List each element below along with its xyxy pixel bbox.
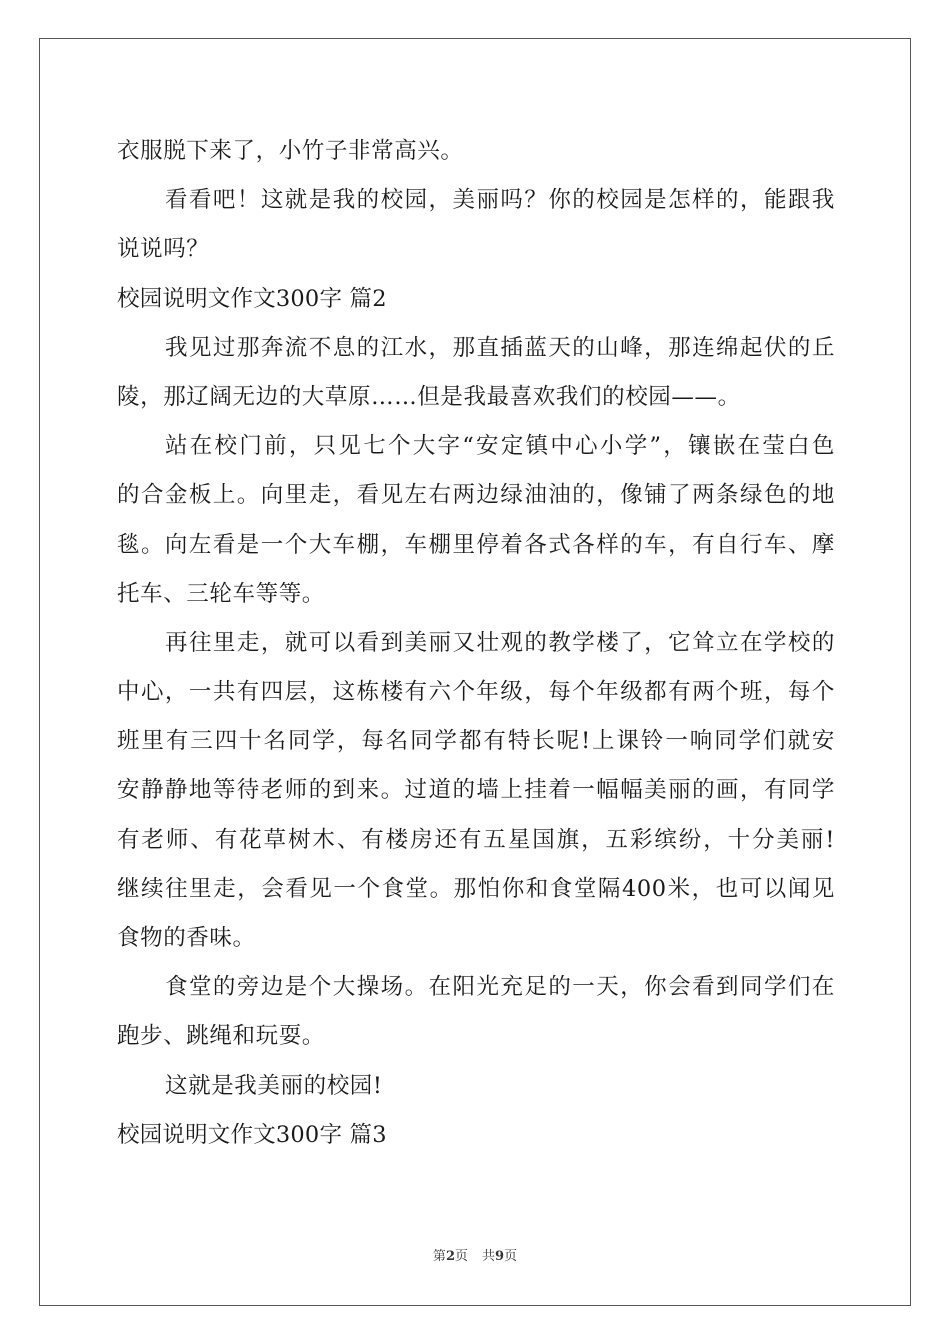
paragraph-line: 毯。向左看是一个大车棚，车棚里停着各式各样的车，有自行车、摩 bbox=[117, 531, 835, 558]
paragraph-line: 再往里走，就可以看到美丽又壮观的教学楼了，它耸立在学校的 bbox=[165, 629, 835, 656]
paragraph-line: 这就是我美丽的校园! bbox=[165, 1072, 383, 1099]
paragraph-line: 陵，那辽阔无边的大草原……但是我最喜欢我们的校园——。 bbox=[117, 383, 741, 410]
paragraph-line: 托车、三轮车等等。 bbox=[117, 580, 325, 607]
paragraph-line: 食物的香味。 bbox=[117, 925, 256, 951]
page-suffix: 页 bbox=[454, 1249, 468, 1264]
section-heading: 校园说明文作文300字 篇2 bbox=[117, 285, 387, 312]
paragraph-line: 安静静地等待老师的到来。过道的墙上挂着一幅幅美丽的画，有同学 bbox=[117, 777, 835, 804]
page-footer bbox=[0, 1245, 950, 1264]
paragraph-line: 跑步、跳绳和玩耍。 bbox=[117, 1023, 325, 1050]
paragraph-line: 继续往里走，会看见一个食堂。那怕你和食堂隔400米，也可以闻见 bbox=[117, 875, 835, 902]
paragraph-line: 站在校门前，只见七个大字“安定镇中心小学”，镶嵌在莹白色 bbox=[165, 433, 835, 460]
paragraph-line: 我见过那奔流不息的江水，那直插蓝天的山峰，那连绵起伏的丘 bbox=[165, 334, 835, 361]
paragraph-line: 看看吧！这就是我的校园，美丽吗？你的校园是怎样的，能跟我 bbox=[165, 187, 835, 214]
total-page-count: 9 bbox=[495, 1249, 505, 1264]
paragraph-line: 说说吗？ bbox=[117, 236, 210, 263]
section-heading: 校园说明文作文300字 篇3 bbox=[117, 1121, 387, 1148]
paragraph-line: 的合金板上。向里走，看见左右两边绿油油的，像铺了两条绿色的地 bbox=[117, 482, 835, 509]
total-suffix: 页 bbox=[504, 1249, 518, 1264]
paragraph-line: 有老师、有花草树木、有楼房还有五星国旗，五彩缤纷，十分美丽! bbox=[117, 826, 835, 853]
document-body bbox=[117, 127, 835, 1160]
paragraph-line: 衣服脱下来了，小竹子非常高兴。 bbox=[117, 138, 464, 164]
paragraph-line: 中心，一共有四层，这栋楼有六个年级，每个年级都有两个班，每个 bbox=[117, 679, 835, 706]
page-prefix: 第 bbox=[432, 1249, 446, 1264]
paragraph-line: 食堂的旁边是个大操场。在阳光充足的一天，你会看到同学们在 bbox=[165, 974, 835, 1001]
paragraph-line: 班里有三四十名同学，每名同学都有特长呢!上课铃一响同学们就安 bbox=[117, 728, 835, 755]
total-prefix: 共 bbox=[482, 1249, 496, 1264]
current-page-number: 2 bbox=[445, 1249, 455, 1264]
